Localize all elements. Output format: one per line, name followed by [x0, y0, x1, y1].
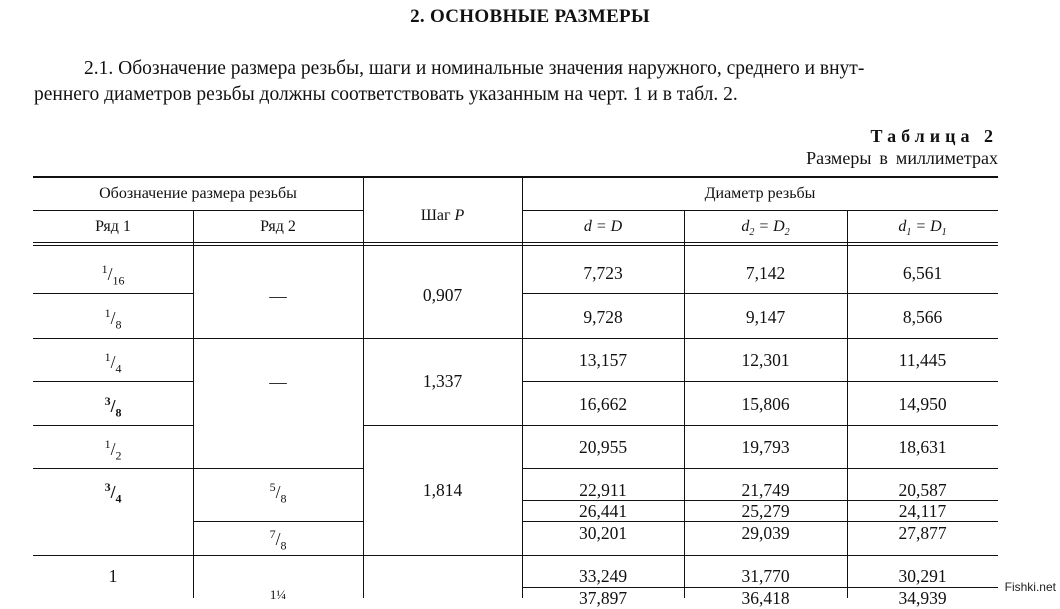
row1-size: 1 [108, 566, 118, 586]
row1-size: $^3/_4$ [104, 480, 122, 506]
row1-size: $^1/_4$ [104, 350, 122, 376]
value-d1: 34,939 [898, 588, 947, 608]
paragraph-line-1: 2.1. Обозначение размера резьбы, шаги и номинальные значения наружного, среднего и внут- [84, 58, 865, 79]
value-d1: 6,561 [902, 263, 943, 283]
table-top-rule [33, 176, 998, 178]
value-d: 26,441 [578, 501, 628, 521]
units-word-2: в [879, 148, 888, 168]
header-rule [33, 210, 363, 211]
row1-size: $^1/_8$ [104, 306, 122, 332]
value-d2: 15,806 [741, 394, 790, 414]
watermark: Fishki.net [1004, 580, 1056, 594]
header-row-1: Ряд 1 [95, 218, 131, 235]
header-row-2: Ряд 2 [260, 218, 296, 235]
value-d1: 27,877 [898, 523, 947, 543]
value-d1: 30,291 [898, 566, 947, 586]
thread-dimensions-table [33, 0, 998, 608]
value-d1: 14,950 [898, 394, 947, 414]
value-d1: 24,117 [898, 501, 947, 521]
value-d1: 18,631 [898, 437, 947, 457]
units-word-3: миллиметрах [895, 148, 998, 168]
header-d: d = D [583, 218, 623, 235]
value-d: 13,157 [578, 350, 628, 370]
value-d2: 7,142 [745, 263, 786, 283]
value-d1: 20,587 [898, 480, 947, 500]
pitch-value: 0,907 [422, 285, 463, 305]
value-d2: 25,279 [741, 501, 790, 521]
units-word-1: Размеры [806, 148, 872, 168]
value-d2: 31,770 [741, 566, 790, 586]
value-d: 33,249 [578, 566, 628, 586]
row-rule [522, 293, 998, 294]
value-d2: 12,301 [741, 350, 790, 370]
row-rule [363, 425, 998, 426]
header-pitch-symbol: P [454, 207, 465, 224]
header-pitch [363, 207, 522, 225]
section-title: 2. ОСНОВНЫЕ РАЗМЕРЫ [410, 6, 650, 27]
header-designation: Обозначение размера резьбы [99, 185, 297, 202]
row1-size: $^1/_{16}$ [101, 262, 125, 288]
value-d: 7,723 [583, 263, 623, 283]
pitch-value: 1,337 [422, 371, 463, 391]
value-d: 37,897 [578, 588, 628, 608]
value-d: 22,911 [579, 480, 627, 500]
row-rule [33, 555, 998, 556]
row-rule [522, 468, 998, 469]
header-d1: $d_1 = D_1$ [898, 218, 947, 239]
row2-size: $^7/_8$ [269, 527, 287, 553]
table-caption: Таблица 2 [870, 126, 998, 146]
row1-size: $^1/_2$ [104, 437, 122, 463]
header-pitch-word: Шаг [420, 207, 451, 224]
row-rule [193, 521, 363, 522]
value-d: 30,201 [578, 523, 628, 543]
value-d2: 21,749 [741, 480, 790, 500]
row-rule [33, 381, 193, 382]
row2-dash: — [269, 372, 287, 392]
row-rule [522, 381, 998, 382]
pitch-value: 1,814 [422, 480, 463, 500]
row-rule [33, 293, 193, 294]
row2-size: $^5/_8$ [269, 480, 287, 506]
paragraph-line-2: реннего диаметров резьбы должны соответствовать указанным на черт. 1 и в табл. 2. [34, 84, 738, 105]
header-rule [522, 210, 998, 211]
value-d: 9,728 [583, 307, 623, 327]
value-d2: 36,418 [741, 588, 790, 608]
row2-size: 1¼ [269, 587, 287, 602]
row-rule [33, 338, 998, 339]
row-rule [33, 425, 193, 426]
row2-dash: — [269, 286, 287, 306]
header-d2: $d_2 = D_2$ [741, 218, 790, 239]
value-d2: 19,793 [741, 437, 790, 457]
value-d2: 29,039 [741, 523, 790, 543]
row-rule [33, 468, 363, 469]
row1-size: $^3/_8$ [104, 394, 122, 420]
value-d: 16,662 [578, 394, 628, 414]
value-d: 20,955 [578, 437, 628, 457]
value-d2: 9,147 [745, 307, 786, 327]
value-d1: 11,445 [898, 350, 947, 370]
value-d1: 8,566 [902, 307, 943, 327]
header-double-rule [33, 242, 998, 246]
header-diameter: Диаметр резьбы [704, 185, 816, 202]
